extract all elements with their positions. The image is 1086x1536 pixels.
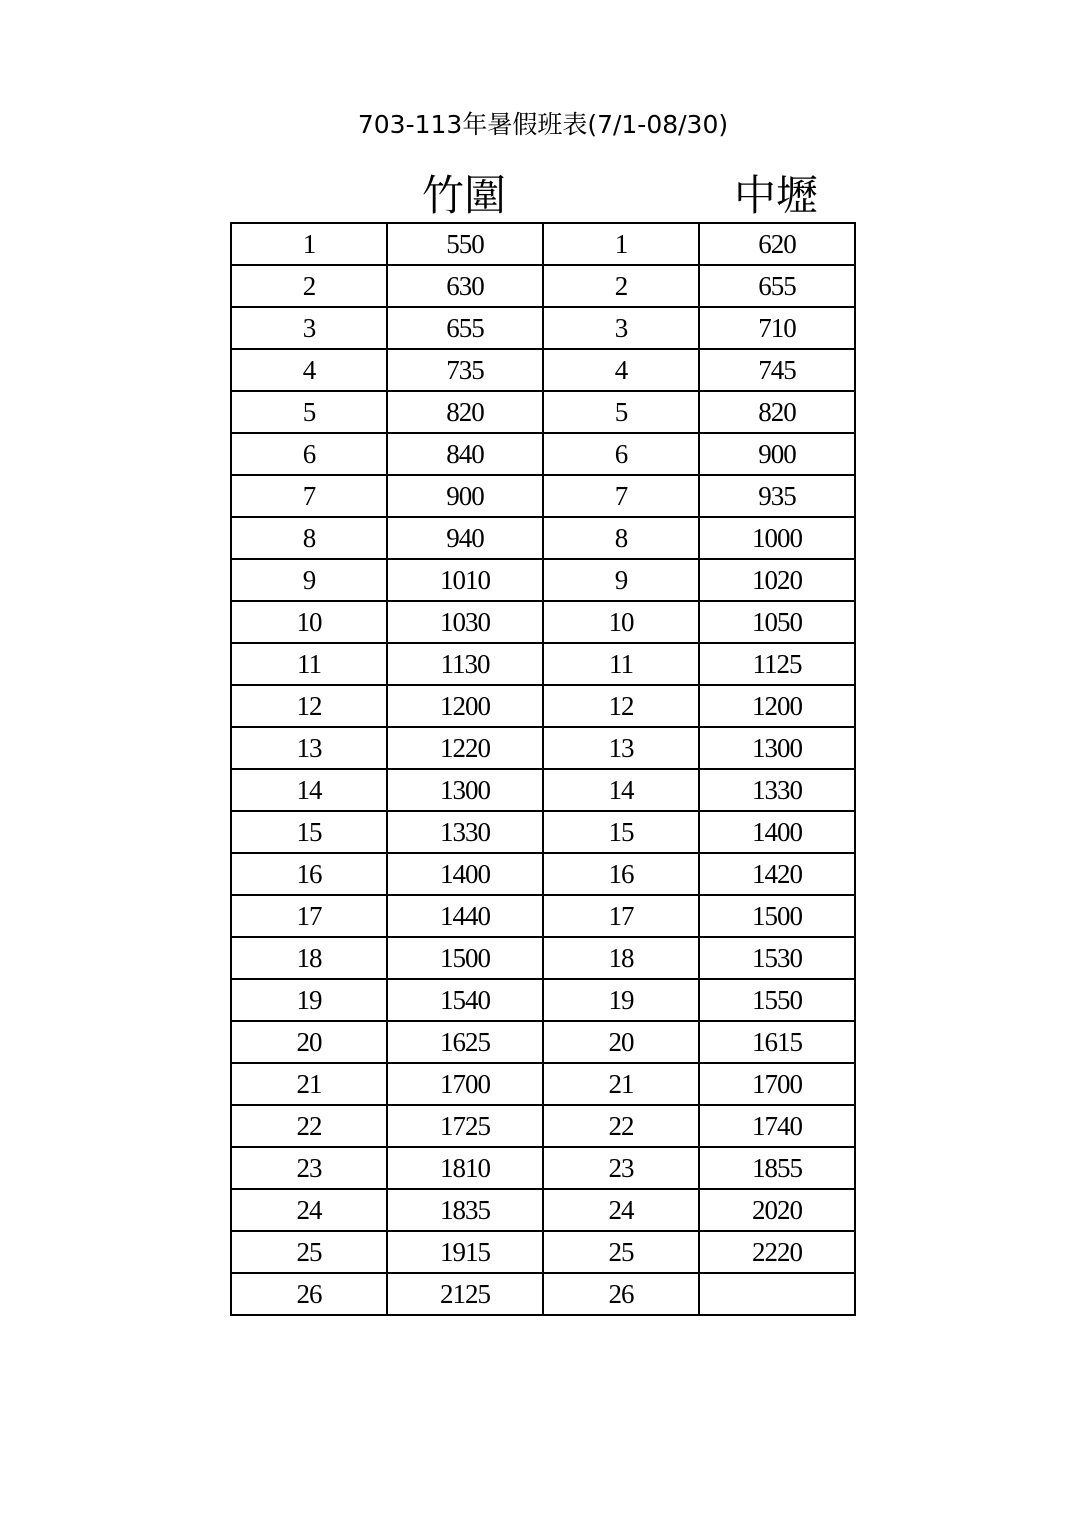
zhongli-departure-time: 1000 xyxy=(699,517,855,559)
table-row xyxy=(231,1231,855,1273)
schedule-body xyxy=(231,223,855,1315)
zhuwei-departure-time: 1220 xyxy=(387,727,543,769)
zhuwei-run-number: 20 xyxy=(231,1021,387,1063)
zhuwei-departure-time: 1300 xyxy=(387,769,543,811)
schedule-table xyxy=(230,222,856,1316)
zhuwei-departure-time: 630 xyxy=(387,265,543,307)
zhongli-departure-time: 1855 xyxy=(699,1147,855,1189)
zhuwei-departure-time: 1200 xyxy=(387,685,543,727)
zhongli-departure-time: 1700 xyxy=(699,1063,855,1105)
zhongli-run-number: 9 xyxy=(543,559,699,601)
table-row xyxy=(231,1273,855,1315)
zhuwei-departure-time: 900 xyxy=(387,475,543,517)
page-title: 703-113年暑假班表(7/1-08/30) xyxy=(357,110,729,139)
zhongli-run-number: 23 xyxy=(543,1147,699,1189)
table-row xyxy=(231,811,855,853)
zhuwei-departure-time: 1540 xyxy=(387,979,543,1021)
zhuwei-run-number: 10 xyxy=(231,601,387,643)
zhongli-departure-time: 820 xyxy=(699,391,855,433)
zhongli-run-number: 25 xyxy=(543,1231,699,1273)
table-row xyxy=(231,727,855,769)
zhongli-run-number: 15 xyxy=(543,811,699,853)
heading-zhuwei: 竹圍 xyxy=(421,171,506,220)
zhongli-run-number: 5 xyxy=(543,391,699,433)
zhongli-departure-time: 1530 xyxy=(699,937,855,979)
zhuwei-run-number: 16 xyxy=(231,853,387,895)
zhuwei-run-number: 22 xyxy=(231,1105,387,1147)
zhongli-run-number: 3 xyxy=(543,307,699,349)
zhongli-departure-time: 1550 xyxy=(699,979,855,1021)
table-row xyxy=(231,1105,855,1147)
table-row xyxy=(231,643,855,685)
zhongli-run-number: 4 xyxy=(543,349,699,391)
table-row xyxy=(231,391,855,433)
table-row xyxy=(231,307,855,349)
zhuwei-run-number: 3 xyxy=(231,307,387,349)
table-row xyxy=(231,433,855,475)
zhuwei-departure-time: 1915 xyxy=(387,1231,543,1273)
zhuwei-run-number: 26 xyxy=(231,1273,387,1315)
zhongli-run-number: 17 xyxy=(543,895,699,937)
zhuwei-departure-time: 820 xyxy=(387,391,543,433)
zhongli-departure-time: 1740 xyxy=(699,1105,855,1147)
table-row xyxy=(231,769,855,811)
zhuwei-run-number: 7 xyxy=(231,475,387,517)
zhuwei-departure-time: 2125 xyxy=(387,1273,543,1315)
zhuwei-run-number: 1 xyxy=(231,223,387,265)
zhuwei-run-number: 6 xyxy=(231,433,387,475)
zhuwei-departure-time: 1725 xyxy=(387,1105,543,1147)
zhuwei-run-number: 21 xyxy=(231,1063,387,1105)
table-row xyxy=(231,223,855,265)
zhongli-departure-time: 1300 xyxy=(699,727,855,769)
zhongli-departure-time: 1050 xyxy=(699,601,855,643)
table-row xyxy=(231,517,855,559)
zhongli-run-number: 16 xyxy=(543,853,699,895)
zhuwei-departure-time: 1010 xyxy=(387,559,543,601)
zhongli-departure-time: 1125 xyxy=(699,643,855,685)
zhuwei-departure-time: 1810 xyxy=(387,1147,543,1189)
zhongli-departure-time: 1200 xyxy=(699,685,855,727)
zhongli-run-number: 19 xyxy=(543,979,699,1021)
zhuwei-departure-time: 550 xyxy=(387,223,543,265)
zhongli-run-number: 2 xyxy=(543,265,699,307)
zhuwei-departure-time: 1400 xyxy=(387,853,543,895)
zhuwei-run-number: 12 xyxy=(231,685,387,727)
zhongli-departure-time: 620 xyxy=(699,223,855,265)
zhongli-run-number: 26 xyxy=(543,1273,699,1315)
zhongli-run-number: 11 xyxy=(543,643,699,685)
zhongli-departure-time: 2020 xyxy=(699,1189,855,1231)
zhongli-departure-time: 1420 xyxy=(699,853,855,895)
table-row xyxy=(231,853,855,895)
zhongli-run-number: 6 xyxy=(543,433,699,475)
zhuwei-run-number: 23 xyxy=(231,1147,387,1189)
zhongli-run-number: 21 xyxy=(543,1063,699,1105)
table-row xyxy=(231,601,855,643)
zhongli-run-number: 13 xyxy=(543,727,699,769)
zhongli-departure-time: 1500 xyxy=(699,895,855,937)
zhongli-run-number: 18 xyxy=(543,937,699,979)
zhongli-departure-time: 1615 xyxy=(699,1021,855,1063)
zhongli-departure-time: 1330 xyxy=(699,769,855,811)
zhuwei-run-number: 5 xyxy=(231,391,387,433)
table-row xyxy=(231,1189,855,1231)
heading-zhongli: 中壢 xyxy=(733,171,818,220)
table-row xyxy=(231,559,855,601)
zhuwei-run-number: 9 xyxy=(231,559,387,601)
zhongli-departure-time: 1020 xyxy=(699,559,855,601)
zhuwei-departure-time: 1440 xyxy=(387,895,543,937)
table-row xyxy=(231,475,855,517)
table-row xyxy=(231,265,855,307)
table-row xyxy=(231,349,855,391)
zhongli-departure-time xyxy=(699,1273,855,1315)
zhuwei-run-number: 25 xyxy=(231,1231,387,1273)
table-row xyxy=(231,1147,855,1189)
zhuwei-run-number: 15 xyxy=(231,811,387,853)
zhuwei-run-number: 17 xyxy=(231,895,387,937)
zhongli-run-number: 12 xyxy=(543,685,699,727)
zhongli-run-number: 7 xyxy=(543,475,699,517)
zhongli-departure-time: 745 xyxy=(699,349,855,391)
zhuwei-run-number: 11 xyxy=(231,643,387,685)
zhuwei-run-number: 24 xyxy=(231,1189,387,1231)
zhuwei-departure-time: 1130 xyxy=(387,643,543,685)
zhuwei-departure-time: 1625 xyxy=(387,1021,543,1063)
zhuwei-departure-time: 940 xyxy=(387,517,543,559)
zhuwei-departure-time: 655 xyxy=(387,307,543,349)
zhuwei-departure-time: 1835 xyxy=(387,1189,543,1231)
zhuwei-run-number: 8 xyxy=(231,517,387,559)
zhongli-run-number: 14 xyxy=(543,769,699,811)
zhuwei-departure-time: 1030 xyxy=(387,601,543,643)
table-row xyxy=(231,1021,855,1063)
zhuwei-run-number: 2 xyxy=(231,265,387,307)
zhuwei-run-number: 19 xyxy=(231,979,387,1021)
zhongli-departure-time: 935 xyxy=(699,475,855,517)
zhuwei-run-number: 18 xyxy=(231,937,387,979)
zhuwei-departure-time: 840 xyxy=(387,433,543,475)
zhuwei-run-number: 14 xyxy=(231,769,387,811)
zhongli-departure-time: 655 xyxy=(699,265,855,307)
zhongli-departure-time: 710 xyxy=(699,307,855,349)
table-row xyxy=(231,979,855,1021)
zhuwei-departure-time: 1330 xyxy=(387,811,543,853)
zhongli-run-number: 1 xyxy=(543,223,699,265)
zhongli-departure-time: 900 xyxy=(699,433,855,475)
zhuwei-run-number: 13 xyxy=(231,727,387,769)
zhongli-run-number: 8 xyxy=(543,517,699,559)
zhongli-departure-time: 1400 xyxy=(699,811,855,853)
zhongli-departure-time: 2220 xyxy=(699,1231,855,1273)
table-row xyxy=(231,1063,855,1105)
table-row xyxy=(231,685,855,727)
zhongli-run-number: 10 xyxy=(543,601,699,643)
zhongli-run-number: 22 xyxy=(543,1105,699,1147)
zhuwei-run-number: 4 xyxy=(231,349,387,391)
table-row xyxy=(231,895,855,937)
zhuwei-departure-time: 1700 xyxy=(387,1063,543,1105)
zhongli-run-number: 20 xyxy=(543,1021,699,1063)
zhongli-run-number: 24 xyxy=(543,1189,699,1231)
zhuwei-departure-time: 735 xyxy=(387,349,543,391)
table-row xyxy=(231,937,855,979)
zhuwei-departure-time: 1500 xyxy=(387,937,543,979)
